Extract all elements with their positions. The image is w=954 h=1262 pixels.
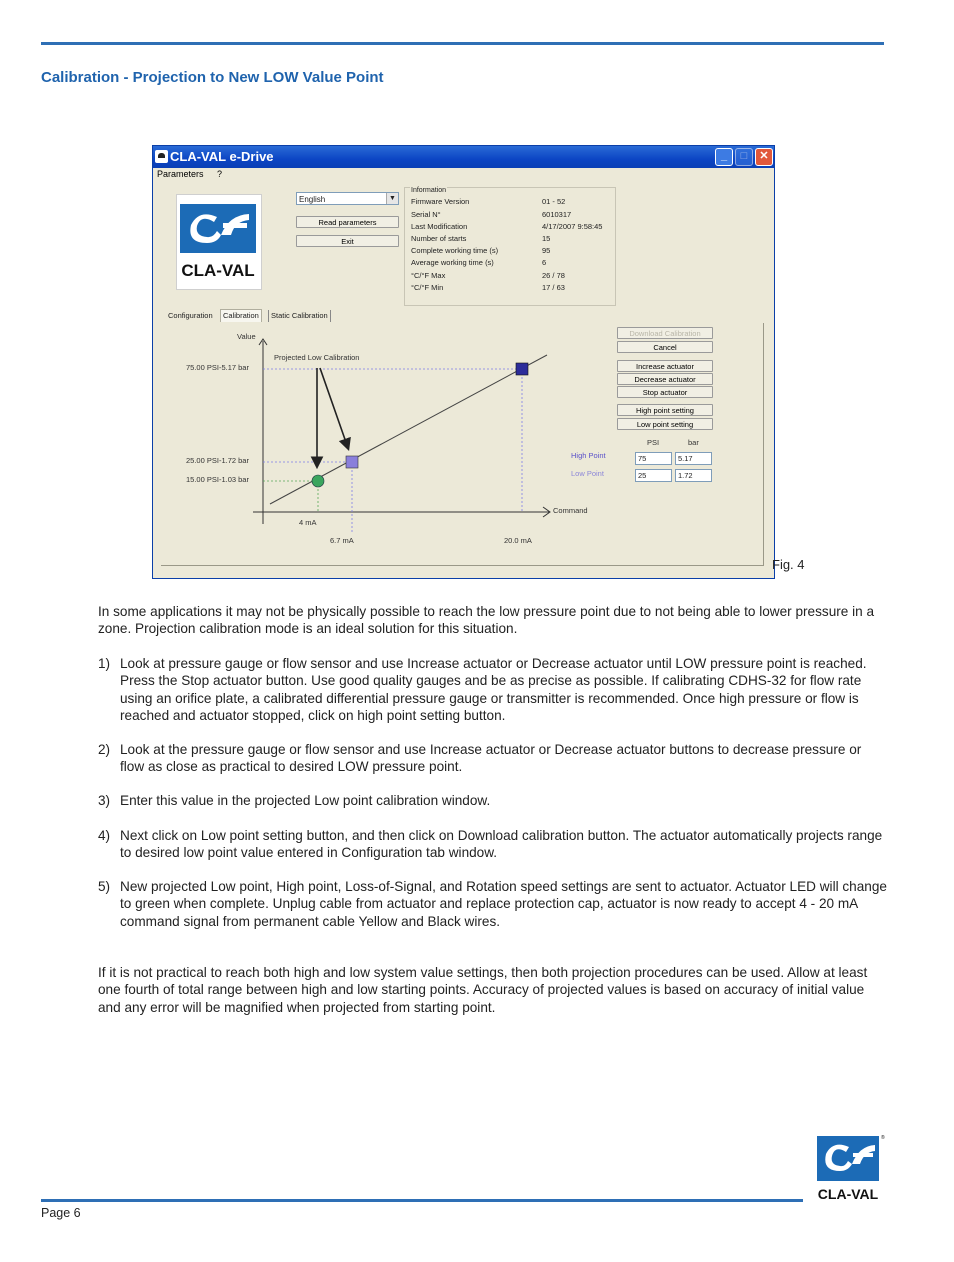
figure-caption: Fig. 4 [772,557,805,572]
x-label-4ma: 4 mA [299,518,317,527]
edrive-window [152,145,775,579]
projected-low-marker [346,456,358,468]
info-row: °C/°F Min 17 / 63 [411,283,565,292]
command-axis-label: Command [553,506,588,515]
language-value: English [299,195,326,204]
y-label-actual: 15.00 PSI-1.03 bar [186,475,249,484]
low-point-label: Low Point [571,469,604,478]
minimize-icon[interactable]: _ [715,148,733,166]
svg-text:®: ® [881,1135,885,1141]
footer-logo [815,1133,885,1205]
footer-logo-wordmark: CLA-VAL [817,1186,879,1202]
cancel-button[interactable]: Cancel [617,341,713,353]
x-label-20ma: 20.0 mA [504,536,532,545]
stop-actuator-button[interactable]: Stop actuator [617,386,713,398]
step-number: 4) [98,828,111,843]
high-psi-input[interactable]: 75 [635,452,672,465]
exit-button[interactable]: Exit [296,235,399,247]
high-bar-input[interactable]: 5.17 [675,452,712,465]
footer-rule [41,1199,803,1202]
information-legend: Information [411,187,447,194]
info-row: Firmware Version 01 - 52 [411,197,566,206]
decrease-actuator-button[interactable]: Decrease actuator [617,373,713,385]
info-row: Last Modification 4/17/2007 9:58:45 [411,222,603,231]
step-text: New projected Low point, High point, Loss-of-Signal, and Rotation speed settings are sent to actuator. Actuator LED will change to green when complete. Unplug cable from actuator and replace protection cap, actuator is now ready to accept 4 - 20 mA command signal from permanent cable Yellow and Black wires. [120,879,887,929]
annotation-arrow-2 [320,368,348,448]
info-row: Serial N° 6010317 [411,210,572,219]
info-row: Complete working time (s) 95 [411,246,551,255]
tab-static-calibration[interactable]: Static Calibration [268,310,331,322]
info-row: Number of starts 15 [411,234,551,243]
step-number: 3) [98,793,111,808]
read-parameters-button[interactable]: Read parameters [296,216,399,228]
step-text: Enter this value in the projected Low point calibration window. [120,793,491,808]
intro-paragraph: In some applications it may not be physically possible to reach the low pressure point due to not being able to lower pressure in a zone. Projection calibration mode is an ideal solution for this situation. [98,604,875,637]
y-label-high: 75.00 PSI-5.17 bar [186,363,249,372]
psi-column-label: PSI [647,438,660,447]
info-row: °C/°F Max 26 / 78 [411,271,565,280]
value-axis-label: Value [237,332,256,341]
step-number: 1) [98,656,111,671]
section-title: Calibration - Projection to New LOW Value Point [41,69,384,86]
step-text: Look at the pressure gauge or flow sensor and use Increase actuator or Decrease actuator buttons to decrease pressure or flow as close as practical to desired LOW pressure point. [120,742,862,775]
download-calibration-button[interactable]: Download Calibration [617,327,713,339]
x-label-6-7ma: 6.7 mA [330,536,354,545]
menu-help[interactable]: ? [217,169,223,179]
tab-calibration[interactable]: Calibration [220,309,262,322]
logo-wordmark: CLA-VAL [181,261,255,280]
high-point-label: High Point [571,451,606,460]
bar-column-label: bar [688,438,699,447]
high-point-marker [516,363,528,375]
y-label-low: 25.00 PSI-1.72 bar [186,456,249,465]
menu-parameters[interactable]: Parameters [157,169,204,179]
info-row: Average working time (s) 6 [411,258,547,267]
close-icon[interactable]: ✕ [755,148,773,166]
increase-actuator-button[interactable]: Increase actuator [617,360,713,372]
high-point-setting-button[interactable]: High point setting [617,404,713,416]
window-title: CLA-VAL e-Drive [170,149,274,164]
step-number: 5) [98,879,111,894]
tab-configuration[interactable]: Configuration [168,311,213,320]
calibration-line [270,355,547,504]
step-text: Look at pressure gauge or flow sensor and use Increase actuator or Decrease actuator until LOW pressure point is reached. Press the Stop actuator button. Use good quality gauges and be as precise as possible. If calibrating CDHS-32 for flow rate using an orifice plate, a calibrated differential pressure gauge or transmitter is recommended. Once high pressure or flow is reached and actuator stopped, click on high point setting button. [120,656,867,723]
closing-paragraph: If it is not practical to reach both high and low system value settings, then both projection procedures can be used. Allow at least one fourth of total range between high and low starting points. Accuracy of projected values is based on accuracy of initial value and any error will be magnified when projected from starting point. [98,965,868,1015]
low-bar-input[interactable]: 1.72 [675,469,712,482]
annotation-label: Projected Low Calibration [274,353,360,362]
low-point-setting-button[interactable]: Low point setting [617,418,713,430]
maximize-icon[interactable]: □ [735,148,753,166]
actual-low-marker [312,475,324,487]
step-text: Next click on Low point setting button, and then click on Download calibration button. The actuator automatically projects range to desired low point value entered in Configuration tab window. [120,828,883,861]
header-rule [41,42,884,45]
chevron-down-icon[interactable]: ▼ [386,193,398,204]
page-number: Page 6 [41,1206,81,1220]
low-psi-input[interactable]: 25 [635,469,672,482]
step-number: 2) [98,742,111,757]
